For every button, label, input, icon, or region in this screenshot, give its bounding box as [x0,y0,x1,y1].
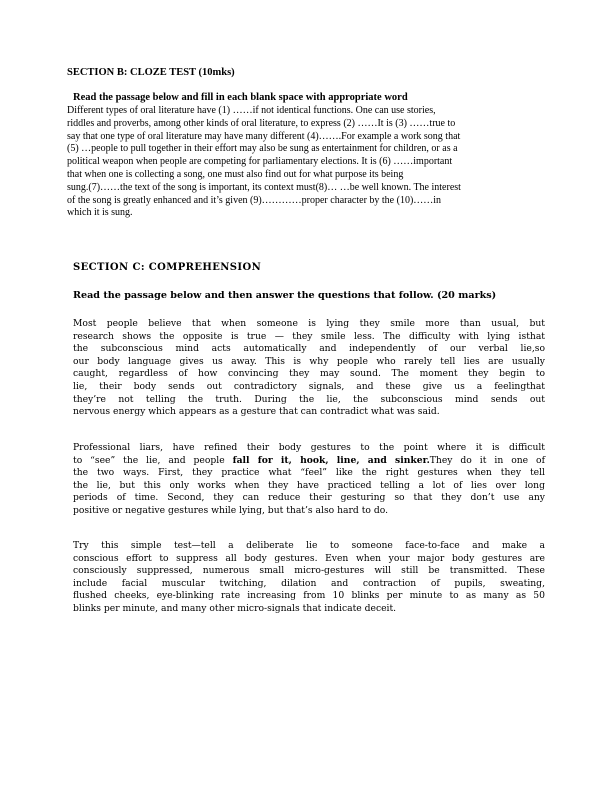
passage-line: Different types of oral literature have (1) ……if not identical functions. One can use stories, [67,105,436,116]
paragraph-line: the lie, but this only works when they have practiced telling a lot of lies over long [73,479,545,491]
passage-line: political weapon when people are competing for parliamentary elections. It is (6) ……important [67,156,453,168]
paragraph-line: periods of time. Second, they can reduce their gesturing so that they don’t use any [73,492,545,504]
paragraph-line: positive or negative gestures while lying, but that’s also hard to do. [73,504,389,516]
passage-line: (5) …people to pull together in their effort may also be sung as entertainment for children, or as a [67,143,458,155]
passage-line: say that one type of oral literature may have many different (4)…….For example a work song that [67,130,461,142]
paragraph-line: flushed cheeks, eye-blinking rate increasing from 10 blinks per minute to as many as 50 [73,590,545,602]
paragraph-line-with-idiom [73,455,545,468]
paragraph-line: lie, their body sends out contradictory signals, and these give us a feelingthat [73,380,545,392]
passage-line: which it is sung. [67,207,133,219]
line-text-after: They do it in one of [429,454,545,466]
paragraph-line: they’re not telling the truth. During the lie, the subconscious mind sends out [73,393,545,405]
paragraph-line: Most people believe that when someone is lying they smile more than usual, but [73,318,545,329]
passage-line: sung.(7)……the text of the song is important, its context must(8)… …be well known. The interest [67,181,461,193]
paragraph-line: include facial muscular twitching, dilation and contraction of pupils, sweating, [73,577,545,589]
paragraph-line: blinks per minute, and many other micro-signals that indicate deceit. [73,602,397,614]
comprehension-paragraph-2 [73,442,545,518]
paragraph-line: the subconscious mind acts automatically and independently of our verbal lie,so [73,343,545,355]
section-c-heading: SECTION C: COMPREHENSION [73,262,262,273]
passage-line: of the song is greatly enhanced and it’s given (9)…………proper character by the (10)……in [67,194,442,206]
section-c-instruction: Read the passage below and then answer the questions that follow. (20 marks) [73,290,497,301]
idiom-bold-text: fall for it, hook, line, and sinker. [232,454,430,466]
passage-line: that when one is collecting a song, one must also find out for what purpose its being [67,168,404,180]
paragraph-line: Professional liars, have refined their body gestures to the point where it is difficult [73,442,545,453]
cloze-passage [67,105,547,220]
section-b-heading: SECTION B: CLOZE TEST (10mks) [67,67,235,78]
comprehension-paragraph-3 [73,540,545,616]
passage-line: riddles and proverbs, among other kinds of oral literature, to express (2) ……It is (3) ……true to [67,117,456,129]
comprehension-paragraph-1 [73,318,545,419]
paragraph-line: nervous energy which appears as a gesture that can contradict what was said. [73,406,440,418]
paragraph-line: consciously suppressed, numerous small micro-gestures will still be transmitted. These [73,565,545,577]
paragraph-line: Try this simple test—tell a deliberate lie to someone face-to-face and make a [73,540,545,551]
paragraph-line: the two ways. First, they practice what “feel” like the right gestures when they tell [73,467,545,479]
paragraph-line: our body language gives us away. This is why people who rarely tell lies are usually [73,355,545,367]
paragraph-line: conscious effort to suppress all body gestures. Even when your major body gestures are [73,552,545,564]
line-text-before: to “see” the lie, and people [73,454,233,466]
section-b-instruction: Read the passage below and fill in each blank space with appropriate word [73,92,408,103]
paragraph-line: caught, regardless of how convincing they may sound. The moment they begin to [73,368,545,380]
paragraph-line: research shows the opposite is true — they smile less. The difficulty with lying isthat [73,330,545,342]
